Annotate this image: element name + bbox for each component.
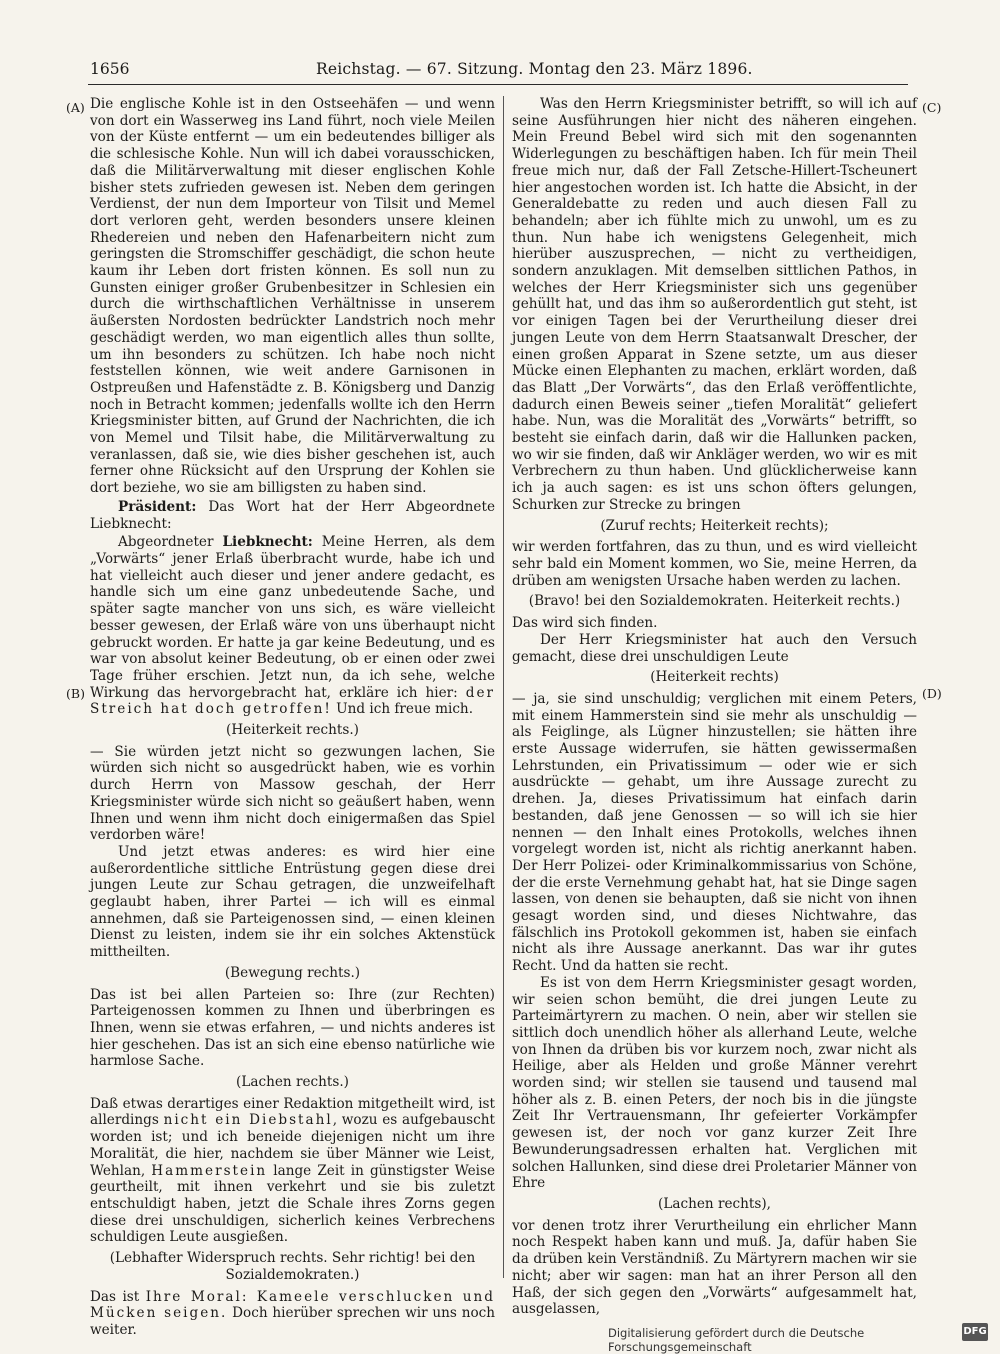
paragraph-text: Doch hierüber sprechen wir uns noch weiter. bbox=[90, 1305, 496, 1338]
paragraph: Die englische Kohle ist in den Ostseehäfen — und wenn von dort ein Wasserweg ins Land führt, noch viele Meilen von der Küste entfernt — um ein bedeutendes billiger als die schlesische Kohle. Nun will ich dabei vorausschicken, daß die Militärverwaltung mit dieser englischen Kohle bisher stets zufrieden gewesen ist. Neben dem geringen Verdienst, der nun dem Importeur von Tilsit und Memel dort verloren geht, werden besonders unsere kleinen Rhedereien und neben den Hafenarbeitern nicht zum geringsten die Stromschiffer geschädigt, die schon heute kaum ihr Leben dort fristen können. Es soll nun zu Gunsten einiger großer Grubenbesitzer in Schlesien ein durch die wirthschaftlichen Verhältnisse in unserem äußersten Nordosten bedrückter Landstrich noch mehr geschädigt werden, wo man eigentlich alles thun sollte, um ihn besonders zu schützen. Ich habe noch nicht feststellen können, wie weit andere Garnisonen in Ostpreußen und Hafenstädte z. B. Königsberg und Danzig noch in Betracht kommen; jedenfalls wollte ich den Herrn Kriegsminister bitten, auf Grund der Nachrichten, die ich von Memel und Tilsit habe, die Militärverwaltung zu veranlassen, daß sie, wie dies bisher geschehen ist, auch ferner ohne Rücksicht auf den Ursprung der Kohlen sie dort beziehe, wo sie am billigsten zu haben sind. bbox=[90, 96, 495, 497]
paragraph: Das wird sich finden. bbox=[512, 615, 658, 632]
running-header bbox=[88, 58, 908, 85]
margin-marker-d: (D) bbox=[922, 686, 942, 701]
margin-marker-a: (A) bbox=[66, 100, 85, 115]
paragraph-text: Daß etwas derartiges einer Redaktion mitgetheilt wird, ist allerdings bbox=[90, 1095, 495, 1129]
paragraph-text: Meine Herren, als dem „Vorwärts“ jener Erlaß überbracht wurde, habe ich und hat vielleicht auch dieser und jener andere gedacht, es handle sich um eine ganz unbedeutende Sache, und später sagte mancher von uns sich, es wäre vielleicht besser gewesen, der Erlaß wäre von uns überhaupt nicht gebruckt worden. Er hatte ja gar keine Bedeutung, und es war von absolut keiner Bedeutung, ob er einen oder zwei Tage früher erschien. Jetzt nun, da ich sehe, welche Wirkung das hervorgebracht hat, erkläre ich hier: bbox=[90, 534, 495, 701]
paragraph: vor denen trotz ihrer Verurtheilung ein ehrlicher Mann noch Respekt haben kann und muß. Ja, dafür haben Sie da drüben kein Verständniß. Zu Märtyrern machen wir sie nicht; aber wir sagen: man hat an ihrer Person all den Haß, der sich gegen den „Vorwärts“ aufgesammelt hat, ausgelassen, bbox=[512, 1217, 917, 1318]
speaker-name: Präsident: bbox=[118, 498, 197, 515]
interjection: (Bravo! bei den Sozialdemokraten. Heiterkeit rechts.) bbox=[528, 593, 901, 610]
paragraph bbox=[90, 499, 495, 532]
margin-marker-c: (C) bbox=[922, 100, 942, 115]
interjection: (Zuruf rechts; Heiterkeit rechts); bbox=[600, 517, 829, 534]
footer-credit: Digitalisierung gefördert durch die Deutsche Forschungsgemeinschaft bbox=[608, 1326, 865, 1354]
right-column bbox=[512, 96, 917, 1318]
dfg-logo: DFG bbox=[962, 1323, 988, 1341]
emphasis-text: Ihre Moral: Kameele verschlucken und Mücken seigen. bbox=[90, 1288, 495, 1322]
speaker-name: Liebknecht: bbox=[222, 534, 313, 551]
running-title: Reichstag. — 67. Sitzung. Montag den 23. März 1896. bbox=[316, 60, 753, 78]
column-divider bbox=[503, 96, 504, 1278]
left-column bbox=[90, 96, 495, 1339]
paragraph: — Sie würden jetzt nicht so gezwungen lachen, Sie würden sich nicht so ausgedrückt haben, wie es vorhin durch Herrn von Massow geschah, der Herr Kriegsminister würde sich nicht so geäußert haben, wenn Ihnen und wenn ihm nicht doch einigermaßen das Spiel verdorben wäre! bbox=[90, 743, 495, 844]
paragraph: Es ist von dem Herrn Kriegsminister gesagt worden, wir seien schon bemüht, die drei jungen Leute zu Parteimärtyrern zu machen. O nein, aber wir stellen sie sittlich doch unendlich höher als allerhand Leute, welche von Ihnen da drüben bis vor kurzem noch, zwar nicht als Heilige, aber als Helden und große Männer verehrt worden sind; wir stellen sie tausend und tausend mal höher als z. B. einen Peters, der noch bis in die jüngste Zeit Ihr Vertrauensmann, Ihr gefeierter Vorkämpfer gewesen ist, der noch vor ganz kurzer Zeit Ihre Bewunderungsadressen erhalten hat. Verglichen mit solchen Hallunken, sind diese drei Proletarier Männer von Ehre bbox=[512, 974, 917, 1192]
paragraph: Was den Herrn Kriegsminister betrifft, so will ich auf seine Ausführungen hier nicht des näheren eingehen. Mein Freund Bebel wird sich mit den sogenannten Widerlegungen zu beschäftigen haben. Ich für mein Theil freue mich nur, daß der Fall Zetsche-Hillert-Tscheunert hier angestochen worden ist. Ich hatte die Absicht, in der Generaldebatte zu reden und auch diesen Fall zu behandeln; aber ich fühlte mich zu unwohl, um es zu thun. Nun habe ich wenigstens Gelegenheit, mich hierüber auszusprechen, — nicht zu vertheidigen, sondern anzuklagen. Mit demselben sittlichen Pathos, in welches der Herr Kriegsminister sich uns gegenüber gehüllt hat, und das ihm so außerordentlich gut steht, ist vor einigen Tagen bei der Verurtheilung dieser drei jungen Leute von dem Herrn Staatsanwalt Drescher, der einen großen Apparat in Szene setzte, um aus dieser Mücke einen Elephanten zu machen, erklärt worden, daß das Blatt „Der Vorwärts“, das den Erlaß veröffentlichte, dadurch einen Beweis seiner „tiefen Moralität“ geliefert habe. Nun, was die Moralität des „Vorwärts“ betrifft, so besteht sie einfach darin, daß wir die Hallunken packen, wo wir sie finden, daß wir Ankläger werden, wo wir es mit Verbrechern zu thun haben. Und glücklicherweise kann ich ja auch sagen: es ist uns schon öfters gelungen, Schurken zur Strecke zu bringen bbox=[512, 96, 917, 513]
paragraph: wir werden fortfahren, das zu thun, und es wird vielleicht sehr bald ein Moment kommen, wo Sie, meine Herren, da drüben am wenigsten Ursache haben werden zu lachen. bbox=[512, 539, 917, 589]
interjection: (Heiterkeit rechts) bbox=[650, 669, 779, 686]
margin-marker-b: (B) bbox=[66, 686, 85, 701]
interjection: (Heiterkeit rechts.) bbox=[226, 722, 359, 739]
paragraph-text: Das Wort hat der Herr Abgeordnete Liebknecht: bbox=[90, 498, 495, 532]
page-number: 1656 bbox=[90, 60, 130, 78]
paragraph: Der Herr Kriegsminister hat auch den Versuch gemacht, diese drei unschuldigen Leute bbox=[512, 631, 917, 665]
paragraph bbox=[90, 534, 495, 718]
interjection: (Lebhafter Widerspruch rechts. Sehr richtig! bei den Sozialdemokraten.) bbox=[109, 1250, 476, 1283]
emphasis-text: der Streich hat doch getroffen! bbox=[90, 684, 495, 718]
paragraph bbox=[90, 1096, 495, 1246]
paragraph bbox=[90, 1289, 495, 1339]
paragraph-text: , wozu es aufgebauscht worden ist; und ich beneide diejenigen nicht um ihre Moralität, die hier, nachdem sie über Männer wie Leist, Wehlan, bbox=[90, 1112, 495, 1179]
paragraph: Und jetzt etwas anderes: es wird hier eine außerordentliche sittliche Entrüstung gegen diese drei jungen Leute zur Schau getragen, die unzweifelhaft geglaubt haben, ihrer Partei — ich will es einmal annehmen, daß sie Parteigenossen sind, — einen kleinen Dienst zu leisten, indem sie ihr ein solches Aktenstück mittheilten. bbox=[90, 843, 495, 961]
emphasis-text: Hammerstein bbox=[151, 1162, 268, 1179]
paragraph: — ja, sie sind unschuldig; verglichen mit einem Peters, mit einem Hammerstein sind sie mehr als unschuldig — als Feiglinge, als Lügner hinzustellen; sie hätten ihre erste Aussage widerrufen, sie hätten gewissermaßen Lehrstunden, ein Privatissimum — oder wie er sich ausdrückte — gehabt, um ihre Aussage zurecht zu drehen. Ja, dieses Privatissimum hat einfach darin bestanden, daß jene Genossen — so will ich sie hier nennen — den Inhalt eines Protokolls, welches ihnen vorgelegt worden ist, nicht als richtig anerkannt haben. Der Herr Polizei- oder Kriminalkommissarius von Schöne, der die erste Vernehmung gehabt hat, hat sie Dinge sagen lassen, von denen sie behaupten, daß sie nicht von ihnen gesagt worden sind, und dieses Nichtwahre, das fälschlich ins Protokoll gekommen ist, haben sie einfach nicht als ihre Aussage anerkannt. Das war ihr gutes Recht. Und da hatten sie recht. bbox=[512, 690, 917, 975]
interjection: (Bewegung rechts.) bbox=[224, 964, 361, 981]
emphasis-text: nicht ein Diebstahl bbox=[163, 1112, 333, 1129]
digitization-footer bbox=[608, 1322, 988, 1354]
paragraph-text: Abgeordneter bbox=[118, 534, 223, 551]
paragraph-text: lange Zeit in günstigster Weise geurtheilt, mit ihnen verkehrt und sie bis zuletzt entschuldigt haben, jetzt die Schale ihres Zorns gegen diese drei unschuldigen, sicherlich keines Verbrechens schuldigen Leute ausgießen. bbox=[90, 1162, 495, 1246]
paragraph: Das ist bei allen Parteien so: Ihre (zur Rechten) Parteigenossen kommen zu Ihnen und überbringen es Ihnen, wenn sie etwas erfahren, — und nichts anderes ist hier geschehen. Das ist an sich eine ebenso natürliche wie harmlose Sache. bbox=[90, 986, 495, 1070]
paragraph-text: Das ist bbox=[90, 1288, 146, 1305]
paragraph-text: Und ich freue mich. bbox=[331, 701, 474, 718]
interjection: (Lachen rechts.) bbox=[236, 1074, 349, 1091]
interjection: (Lachen rechts), bbox=[658, 1196, 771, 1212]
